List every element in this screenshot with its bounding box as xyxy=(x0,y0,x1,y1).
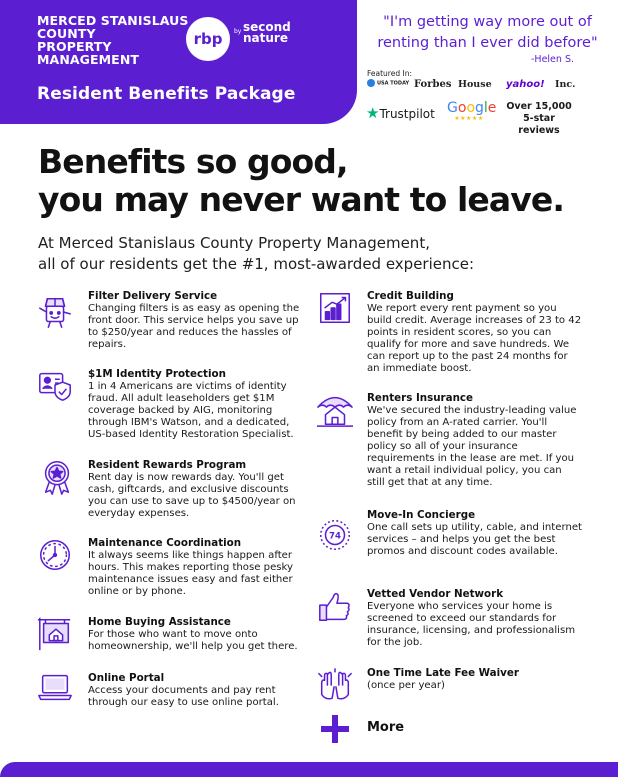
plus-icon xyxy=(318,712,352,746)
benefit-description: (once per year) xyxy=(367,680,445,691)
google-letter: o xyxy=(466,100,476,116)
benefit-credit-building xyxy=(367,290,582,375)
company-name xyxy=(37,14,197,66)
google-letter: g xyxy=(475,100,484,116)
benefit-description: For those who want to move onto homeownership, we'll help you get there. xyxy=(88,629,298,652)
benefit-title: Credit Building xyxy=(367,290,454,302)
benefit-filter-delivery xyxy=(88,290,308,351)
rbp-by-text: by xyxy=(234,28,242,35)
benefit-description: One call sets up utility, cable, and internet services – and helps you get the best promos and discount codes available. xyxy=(367,522,583,557)
house-umbrella-icon xyxy=(314,390,356,428)
benefit-move-in-concierge xyxy=(367,509,582,558)
thermostat-icon xyxy=(316,516,354,554)
filter-box-icon xyxy=(36,293,74,331)
waving-hands-icon xyxy=(316,666,354,704)
press-logos xyxy=(365,79,595,95)
benefit-title: Filter Delivery Service xyxy=(88,290,218,302)
thermostat-reading: 74 xyxy=(329,531,341,542)
benefit-title: Home Buying Assistance xyxy=(88,616,231,628)
company-name-line: MERCED STANISLAUS xyxy=(37,13,189,28)
benefit-vendor-network xyxy=(367,588,582,649)
featured-in-label: Featured In: xyxy=(367,69,412,78)
testimonial-quote xyxy=(365,12,610,54)
benefit-title: Vetted Vendor Network xyxy=(367,588,504,600)
benefit-identity-protection xyxy=(88,368,308,441)
intro-line: all of our residents get the #1, most-awarded experience: xyxy=(38,255,475,273)
id-shield-icon xyxy=(36,366,74,404)
benefit-home-buying xyxy=(88,616,308,653)
benefit-description: Rent day is now rewards day. You'll get cash, giftcards, and exclusive discounts you can use to save up to $4500/year on everyday expenses. xyxy=(88,472,296,519)
benefit-description: Access your documents and pay rent through our easy to use online portal. xyxy=(88,685,279,708)
forbes-logo: Forbes xyxy=(414,79,452,90)
house-sign-icon xyxy=(36,614,74,652)
benefit-description: Changing filters is as easy as opening the front door. This service helps you save up to $250/year and reduces the hassles of repairs. xyxy=(88,303,300,350)
company-name-line: MANAGEMENT xyxy=(37,52,140,67)
company-name-line: PROPERTY xyxy=(37,39,112,54)
trustpilot-star-icon: ★ xyxy=(366,104,380,122)
benefit-late-fee-waiver xyxy=(367,667,582,692)
second-nature-logo xyxy=(243,22,313,44)
benefit-title: Resident Rewards Program xyxy=(88,459,247,471)
trustpilot-text: Trustpilot xyxy=(379,107,435,121)
benefit-description: It always seems like things happen after hours. This makes reporting those pesky maintenance issues easy and fast either online or by phone. xyxy=(88,550,293,597)
benefit-description: 1 in 4 Americans are victims of identity fraud. All adult leaseholders get $1M coverage backed by AIG, monitoring through IBM's Watson, and a dedicated, US-based Identity Restoration Specialist. xyxy=(88,381,294,440)
benefit-title: $1M Identity Protection xyxy=(88,368,226,380)
more-label: More xyxy=(367,720,405,735)
quote-line: renting than I ever did before" xyxy=(377,35,598,51)
intro-text xyxy=(38,233,598,275)
rbp-logo: rbp xyxy=(186,17,230,61)
headline xyxy=(38,143,598,219)
benefit-renters-insurance xyxy=(367,392,582,489)
intro-line: At Merced Stanislaus County Property Management, xyxy=(38,234,430,252)
reviews-count xyxy=(503,101,575,137)
benefit-description: Everyone who services your home is screened to exceed our standards for insurance, licensing, and professionalism for the job. xyxy=(367,601,576,648)
package-title: Resident Benefits Package xyxy=(37,84,296,104)
google-stars-icon: ★★★★★ xyxy=(454,115,484,122)
second-nature-word: second xyxy=(243,20,291,34)
benefit-title: Maintenance Coordination xyxy=(88,537,242,549)
footer-bar xyxy=(0,762,618,777)
headline-line: you may never want to leave. xyxy=(38,180,564,219)
benefit-description: We've secured the industry-leading value policy from an A-rated carrier. You'll benefit by being added to our master policy so all of your insurance requirements in the lease are met. If you want a retail individual policy, you can still get that at any time. xyxy=(367,405,577,488)
bar-chart-icon xyxy=(316,289,354,327)
benefit-title: Renters Insurance xyxy=(367,392,474,404)
google-letter: e xyxy=(487,100,497,116)
google-letter: o xyxy=(457,100,467,116)
second-nature-word: nature xyxy=(243,31,288,45)
star-badge-icon xyxy=(38,458,76,496)
trustpilot-logo xyxy=(366,104,435,122)
header-panel xyxy=(0,0,357,124)
google-letter: G xyxy=(447,100,458,116)
google-logo xyxy=(447,100,497,122)
quote-author: -Helen S. xyxy=(531,54,574,65)
benefit-online-portal xyxy=(88,672,308,709)
clock-icon xyxy=(36,536,74,574)
reviews-line: Over 15,000 xyxy=(506,101,572,112)
benefit-title: Online Portal xyxy=(88,672,165,684)
benefit-title: One Time Late Fee Waiver xyxy=(367,667,519,679)
yahoo-logo: yahoo! xyxy=(506,79,545,90)
reviews-line: 5-star reviews xyxy=(518,113,560,136)
google-letter: l xyxy=(483,100,488,116)
thumbs-up-icon xyxy=(316,588,354,626)
company-name-line: COUNTY xyxy=(37,26,96,41)
house-logo: House xyxy=(458,79,492,90)
benefit-rewards-program xyxy=(88,459,308,520)
usa-today-logo: USA TODAY xyxy=(367,79,409,87)
headline-line: Benefits so good, xyxy=(38,142,348,181)
benefit-title: Move-In Concierge xyxy=(367,509,476,521)
inc-logo: Inc. xyxy=(555,79,576,90)
benefit-description: We report every rent payment so you build credit. Average increases of 23 to 42 points in resident scores, so you can qualify for more and save hundreds. We can report up to the past 24 months for an immediate boost. xyxy=(367,303,582,374)
laptop-icon xyxy=(36,668,74,706)
benefit-maintenance xyxy=(88,537,308,598)
quote-line: "I'm getting way more out of xyxy=(383,14,592,30)
